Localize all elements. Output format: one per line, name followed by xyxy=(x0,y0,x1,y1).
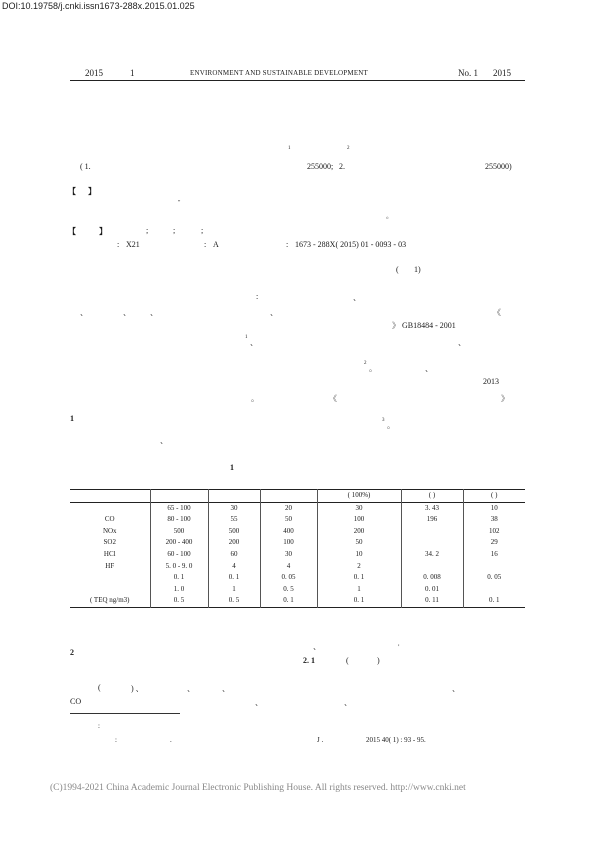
intro-year-2013: 2013 xyxy=(483,377,499,386)
intro-comma-3: 、 xyxy=(425,364,433,373)
intro-colon: : xyxy=(256,292,259,301)
doc-code-colon: : xyxy=(204,240,207,249)
header-rule xyxy=(70,80,525,81)
section-2-number: 2 xyxy=(70,648,74,657)
table-row xyxy=(70,561,525,573)
table-cell: 0. 05 xyxy=(260,572,317,584)
section-2-line-1-comma-2: 、 xyxy=(222,684,230,693)
copyright-footer: (C)1994-2021 China Academic Journal Electronic Publishing House. All rights reserved. http://www.cnki.net xyxy=(50,783,466,793)
table-cell: 196 xyxy=(401,514,463,526)
table-cell: 4 xyxy=(260,561,317,573)
table-header-cell: ( ) xyxy=(401,490,463,503)
table-header-cell xyxy=(260,490,317,503)
table-cell xyxy=(401,526,463,538)
intro-mark-num: 1) xyxy=(414,265,421,274)
table-cell xyxy=(70,572,150,584)
header-issue-en: No. 1 xyxy=(458,68,478,78)
intro-quote-open-2: 《 xyxy=(329,394,337,403)
section-1-ref-3: 3 xyxy=(382,418,385,423)
section-1-comma: 、 xyxy=(160,436,168,445)
intro-c2: 、 xyxy=(123,308,131,317)
keywords-sep-3: ; xyxy=(201,226,204,235)
section-2-line-1-comma-1: 、 xyxy=(187,684,195,693)
table-cell: 20 xyxy=(260,502,317,514)
table-cell xyxy=(463,584,525,596)
table-cell: 0. 05 xyxy=(487,573,502,582)
table-cell: 100 xyxy=(260,537,317,549)
affiliation-zip-1: 255000; xyxy=(307,162,334,171)
footnote-colon-2: : xyxy=(115,736,117,744)
table-cell: SO2 xyxy=(70,537,150,549)
subsection-2-1-paren-close: ) xyxy=(377,656,380,665)
abstract-period: 。 xyxy=(386,212,393,220)
table-row xyxy=(70,514,525,526)
abstract-mark: " xyxy=(178,200,181,206)
footnote-rule xyxy=(70,713,180,714)
header-year-en: 2015 xyxy=(493,68,511,78)
table-cell xyxy=(70,502,150,514)
table-cell: ( TEQ ng/m3) xyxy=(70,595,150,607)
subsection-2-1-paren-open: ( xyxy=(346,656,349,665)
table-cell: 100 xyxy=(317,514,401,526)
table-cell xyxy=(401,537,463,549)
header-year: 2015 xyxy=(85,68,103,78)
intro-mark: ( xyxy=(396,265,399,274)
section-2-line-1-comma-3: 、 xyxy=(452,684,460,693)
table-cell: 0. 1 xyxy=(260,595,317,607)
table-cell: 0. 5 xyxy=(150,595,208,607)
abstract-bracket-close: 】 xyxy=(88,187,96,196)
table-row xyxy=(70,537,525,549)
table-cell: 0. 5 xyxy=(208,595,260,607)
table-cell: 60 - 100 xyxy=(150,549,208,561)
table-cell: 38 xyxy=(490,515,498,524)
table-header-row xyxy=(70,490,525,503)
table-cell: HCl xyxy=(70,549,150,561)
table-cell: 0. 1 xyxy=(317,572,401,584)
table-header-cell xyxy=(70,490,150,503)
table-cell: NOx xyxy=(70,526,150,538)
doc-code: A xyxy=(213,240,219,249)
table-cell: CO xyxy=(70,514,150,526)
table-cell: 3. 43 xyxy=(401,502,463,514)
keywords-sep-1: ; xyxy=(146,226,149,235)
table-cell: 4 xyxy=(208,561,260,573)
author-sup-1: 1 xyxy=(288,146,291,151)
footnote-period: . xyxy=(170,736,172,744)
table-cell: 50 xyxy=(260,514,317,526)
table-cell: 0. 1 xyxy=(208,572,260,584)
table-cell: 30 xyxy=(208,502,260,514)
table-caption-number: 1 xyxy=(230,463,234,472)
section-2-comma-top: 、 xyxy=(313,642,321,651)
table-header-cell: ( ) xyxy=(491,491,498,499)
table-cell: 102 xyxy=(489,526,500,535)
intro-period-2: 。 xyxy=(251,394,259,403)
footnote-citation: 2015 40( 1) : 93 - 95. xyxy=(366,736,426,744)
section-2-mark-top: , xyxy=(398,641,400,647)
table-row xyxy=(70,584,525,596)
article-id-colon: : xyxy=(286,240,289,249)
table-cell: 10 xyxy=(490,503,498,512)
table-cell: 0. 1 xyxy=(489,596,500,605)
table-cell: 1 xyxy=(317,584,401,596)
keywords-sep-2: ; xyxy=(173,226,176,235)
table-header-cell xyxy=(150,490,208,503)
table-header-cell xyxy=(208,490,260,503)
table-row xyxy=(70,572,525,584)
table-cell: 80 - 100 xyxy=(150,514,208,526)
subsection-2-1-number: 2. 1 xyxy=(303,656,315,665)
intro-quote-open: 《 xyxy=(493,308,501,317)
table-cell: 200 xyxy=(317,526,401,538)
intro-ref-1: 1 xyxy=(245,335,248,340)
table-header-cell: ( 100%) xyxy=(317,490,401,503)
intro-c4: 、 xyxy=(270,308,278,317)
table-cell: 30 xyxy=(260,549,317,561)
table-cell xyxy=(70,584,150,596)
section-1-number: 1 xyxy=(70,414,74,423)
table-cell: 200 - 400 xyxy=(150,537,208,549)
abstract-bracket-open: 【 xyxy=(68,187,76,196)
table-cell xyxy=(401,561,463,573)
doi-stamp: DOI:10.19758/j.cnki.issn1673-288x.2015.01.025 xyxy=(2,1,195,11)
table-cell: 200 xyxy=(208,537,260,549)
table-row xyxy=(70,502,525,514)
intro-quote-close-2: 》 xyxy=(501,394,509,403)
article-id: 1673 - 288X( 2015) 01 - 0093 - 03 xyxy=(295,240,407,249)
table-cell: 16 xyxy=(490,549,498,558)
intro-standard: 》 GB18484 - 2001 xyxy=(392,321,456,330)
table-cell: 10 xyxy=(317,549,401,561)
footnote-colon-1: : xyxy=(98,722,100,730)
table-cell: 400 xyxy=(260,526,317,538)
header-issue: 1 xyxy=(130,68,135,78)
table-cell: 0. 1 xyxy=(317,595,401,607)
table-cell: 0. 01 xyxy=(401,584,463,596)
section-1-period: 。 xyxy=(387,421,395,430)
table-cell: 29 xyxy=(490,538,498,547)
clc-number: X21 xyxy=(126,240,140,249)
section-2-line-2-comma-2: 、 xyxy=(344,698,352,707)
footnote-j: J . xyxy=(317,736,324,744)
intro-comma-2: 、 xyxy=(458,338,466,347)
intro-period-ref-2: 。 xyxy=(369,364,377,373)
table-cell: 60 xyxy=(208,549,260,561)
intro-c1: 、 xyxy=(80,308,88,317)
table-cell: 1. 0 xyxy=(150,584,208,596)
table-row xyxy=(70,526,525,538)
intro-c3: 、 xyxy=(150,308,158,317)
table-cell: HF xyxy=(70,561,150,573)
intro-comma-1: 、 xyxy=(353,293,361,302)
header-journal: ENVIRONMENT AND SUSTAINABLE DEVELOPMENT xyxy=(190,69,369,77)
table-cell: 500 xyxy=(150,526,208,538)
author-sup-2: 2 xyxy=(347,146,350,151)
emission-standards-table xyxy=(70,489,525,608)
table-cell: 2 xyxy=(317,561,401,573)
table-cell: 55 xyxy=(208,514,260,526)
section-2-line-1-paren-open: ( xyxy=(98,683,101,692)
intro-ref-2: 2 xyxy=(364,361,367,366)
table-cell: 1 xyxy=(208,584,260,596)
table-row xyxy=(70,549,525,561)
section-2-line-1-paren-close: ) 、 xyxy=(131,684,144,693)
clc-colon: : xyxy=(117,240,120,249)
table-cell: 0. 1 xyxy=(150,572,208,584)
table-cell: 5. 0 - 9. 0 xyxy=(150,561,208,573)
affiliation-open: ( 1. xyxy=(80,162,91,171)
table-cell: 0. 11 xyxy=(401,595,463,607)
table-cell: 65 - 100 xyxy=(150,502,208,514)
section-2-co: CO xyxy=(70,697,82,706)
intro-comma-ref-1: 、 xyxy=(250,338,258,347)
table-cell: 0. 008 xyxy=(401,572,463,584)
table-row xyxy=(70,595,525,607)
table-cell: 34. 2 xyxy=(401,549,463,561)
table-cell xyxy=(463,561,525,573)
table-cell: 30 xyxy=(317,502,401,514)
table-cell: 500 xyxy=(208,526,260,538)
keywords-bracket-open: 【 xyxy=(68,227,76,236)
table-cell: 50 xyxy=(317,537,401,549)
table-cell: 0. 5 xyxy=(260,584,317,596)
affiliation-zip-2: 255000) xyxy=(485,162,512,171)
affiliation-num-2: 2. xyxy=(339,162,345,171)
section-2-line-2-comma-1: 、 xyxy=(255,698,263,707)
keywords-bracket-close: 】 xyxy=(99,227,107,236)
